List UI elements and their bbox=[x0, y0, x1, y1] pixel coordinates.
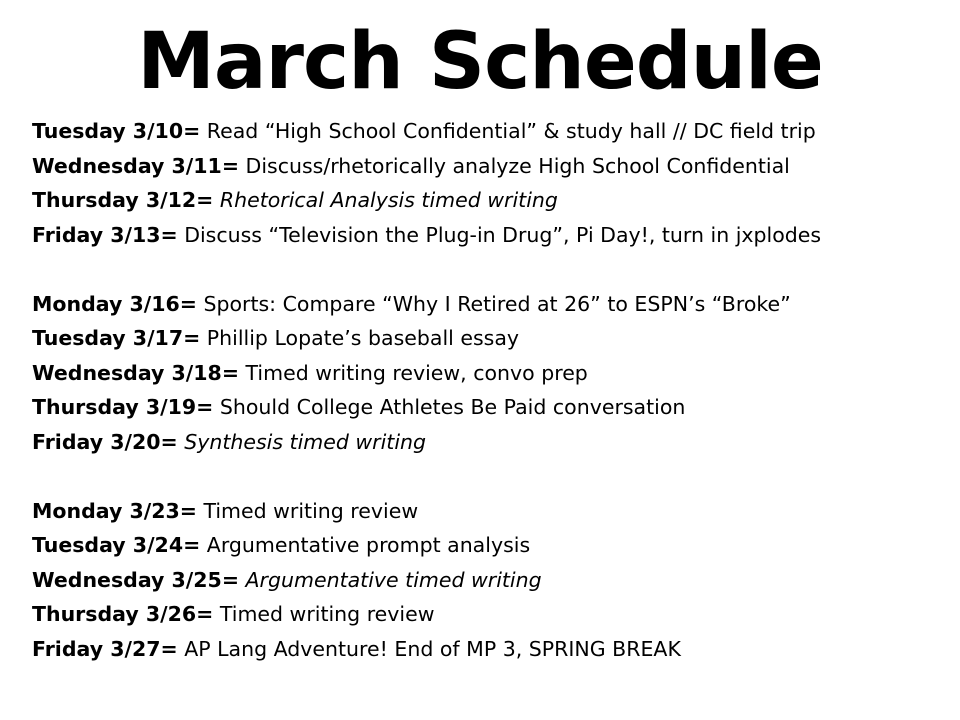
entry-description: Timed writing review bbox=[203, 498, 419, 523]
schedule-entry bbox=[32, 183, 942, 218]
entry-description: Synthesis timed writing bbox=[184, 429, 427, 454]
entry-description: Rhetorical Analysis timed writing bbox=[219, 188, 558, 212]
entry-description: Discuss/rhetorically analyze High School Confidential bbox=[245, 153, 790, 178]
schedule-entry bbox=[32, 563, 942, 598]
entry-description: Timed writing review bbox=[219, 602, 435, 626]
entry-day: Wednesday 3/11= bbox=[32, 153, 239, 178]
schedule-entry bbox=[32, 287, 942, 322]
entry-description: Sports: Compare “Why I Retired at 26” to ESPN’s “Broke” bbox=[203, 291, 791, 316]
schedule-entry bbox=[32, 632, 942, 667]
schedule-entry bbox=[32, 597, 942, 632]
schedule-entry bbox=[32, 356, 942, 391]
entry-day: Tuesday 3/17= bbox=[32, 326, 201, 350]
entry-day: Thursday 3/19= bbox=[32, 395, 214, 419]
entry-description: AP Lang Adventure! End of MP 3, SPRING BREAK bbox=[184, 636, 681, 661]
entry-day: Tuesday 3/24= bbox=[32, 533, 201, 557]
schedule-week bbox=[32, 287, 942, 460]
entry-description: Discuss “Television the Plug-in Drug”, Pi Day!, turn in jxplodes bbox=[184, 222, 822, 247]
entry-day: Friday 3/20= bbox=[32, 429, 178, 454]
entry-day: Tuesday 3/10= bbox=[32, 119, 201, 143]
entry-day: Thursday 3/26= bbox=[32, 602, 214, 626]
entry-day: Friday 3/13= bbox=[32, 222, 178, 247]
entry-day: Monday 3/16= bbox=[32, 291, 197, 316]
schedule-entry bbox=[32, 114, 942, 149]
schedule-entry bbox=[32, 528, 942, 563]
schedule-list bbox=[32, 114, 942, 666]
entry-description: Timed writing review, convo prep bbox=[245, 360, 588, 385]
schedule-entry bbox=[32, 494, 942, 529]
entry-day: Monday 3/23= bbox=[32, 498, 197, 523]
entry-description: Read “High School Confidential” & study hall // DC field trip bbox=[206, 119, 816, 143]
entry-description: Argumentative prompt analysis bbox=[206, 533, 531, 557]
page-title: March Schedule bbox=[137, 17, 823, 107]
schedule-entry bbox=[32, 390, 942, 425]
schedule-entry bbox=[32, 149, 942, 184]
schedule-week bbox=[32, 494, 942, 667]
entry-day: Friday 3/27= bbox=[32, 636, 178, 661]
entry-description: Argumentative timed writing bbox=[245, 567, 542, 592]
entry-day: Thursday 3/12= bbox=[32, 188, 214, 212]
entry-day: Wednesday 3/18= bbox=[32, 360, 239, 385]
schedule-entry bbox=[32, 425, 942, 460]
entry-day: Wednesday 3/25= bbox=[32, 567, 239, 592]
schedule-entry bbox=[32, 218, 942, 253]
entry-description: Phillip Lopate’s baseball essay bbox=[206, 326, 520, 350]
entry-description: Should College Athletes Be Paid conversation bbox=[219, 395, 686, 419]
schedule-week bbox=[32, 114, 942, 252]
schedule-entry bbox=[32, 321, 942, 356]
